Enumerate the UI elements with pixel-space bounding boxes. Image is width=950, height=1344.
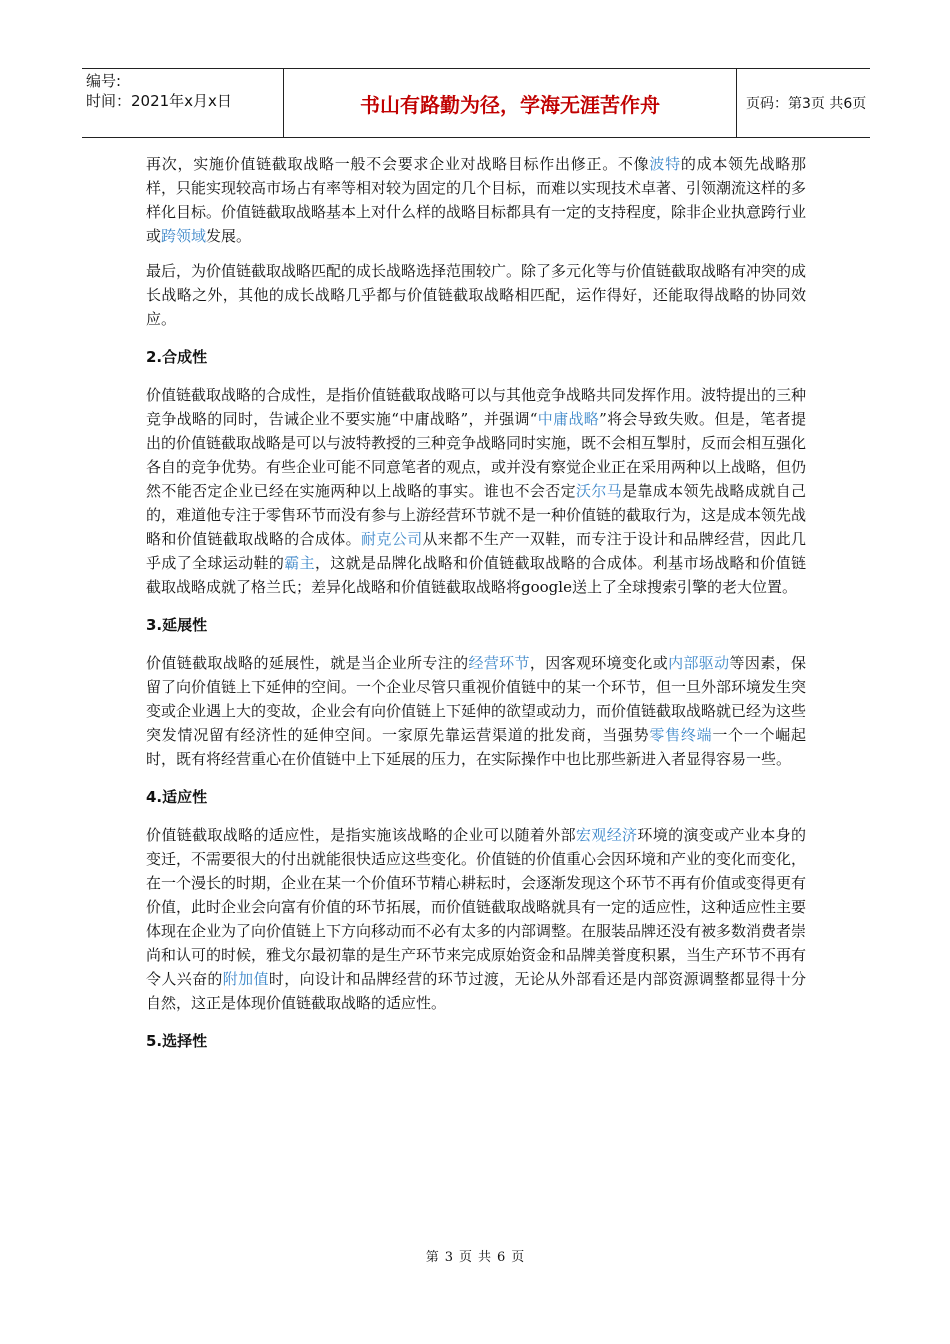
heading-2: 2.合成性 — [146, 348, 208, 366]
text: 环境的演变或产业本身的变迁，不需要很大的付出就能很快适应这些变化。价值链的价值重心会因环境和产业的变化而变化，在一个漫长的时期，企业在某一个价值环节精心耕耘时，会逐渐发现这个环节不再有价值或变得更有价值，此时企业会向富有价值的环节拓展，而价值链截取战略就具有一定的适应性，这种适应性主要体现在企业为了向价值链上下方向移动而不必有太多的内部调整。在服装品牌还没有被多数消费者崇尚和认可的时候，雅戈尔最初靠的是生产环节来完成原始资金和品牌美誉度积累，当生产环节不再有令人兴奋的 — [146, 826, 807, 988]
link-nike[interactable]: 耐克公司 — [361, 530, 423, 548]
paragraph-3 — [146, 383, 806, 599]
text: 再次，实施价值链截取战略一般不会要求企业对战略目标作出修正。不像 — [146, 155, 650, 173]
footer-text: 页 — [511, 1250, 525, 1265]
link-middle-strategy[interactable]: 中庸战略 — [537, 410, 600, 428]
footer-text: 第 — [425, 1250, 439, 1265]
heading-3: 3.延展性 — [146, 616, 208, 634]
link-business-segment[interactable]: 经营环节 — [468, 654, 530, 672]
text: 是靠成本领先战略成就自己的，难道他专注于零售环节而没有参与上游经营环节就不是一种价值链的截取行为，这是成本领先战略和价值链截取战略的合成体。 — [146, 482, 807, 548]
paragraph-1 — [146, 152, 806, 248]
link-internal-drive[interactable]: 内部驱动 — [668, 654, 730, 672]
text: 发展。 — [206, 227, 252, 245]
footer-current-page: 3 — [444, 1250, 453, 1265]
document-body — [146, 152, 806, 1067]
heading-5: 5.选择性 — [146, 1032, 208, 1050]
header-page-number: 页码：第3页 共6页 — [746, 96, 867, 112]
number-label: 编号: — [86, 72, 122, 90]
text: 从来都不生产一双鞋，而专注于设计和品牌经营，因此几乎成了全球运动鞋的 — [146, 530, 806, 572]
time-label: 时间：2021年x月x日 — [86, 92, 232, 110]
link-macroeconomy[interactable]: 宏观经济 — [575, 826, 638, 844]
text: 价值链截取战略的合成性，是指价值链截取战略可以与其他竞争战略共同发挥作用。波特提出的三种竞争战略的同时，告诫企业不要实施“中庸战略”，并强调“ — [146, 386, 807, 428]
header-meta — [82, 69, 284, 137]
link-retail-terminal[interactable]: 零售终端 — [649, 726, 713, 744]
link-added-value[interactable]: 附加值 — [222, 970, 269, 988]
footer-text: 共 — [478, 1250, 492, 1265]
text: 等因素，保留了向价值链上下延伸的空间。一个企业尽管只重视价值链中的某一个环节，但一旦外部环境发生突变或企业遇上大的变故，企业会有向价值链上下延伸的欲望或动力，而价值链截取战略就已经为这些突发情况留有经济性的延伸空间。一家原先靠运营渠道的批发商，当强势 — [146, 654, 807, 744]
link-walmart[interactable]: 沃尔马 — [575, 482, 623, 500]
text: 的成本领先战略那样，只能实现较高市场占有率等相对较为固定的几个目标，而难以实现技术卓著、引领潮流这样的多样化目标。价值链截取战略基本上对什么样的战略目标都具有一定的支持程度，除非企业执意跨行业或 — [146, 155, 807, 245]
paragraph-5 — [146, 823, 806, 1015]
link-cross-domain[interactable]: 跨领域 — [161, 227, 207, 245]
text: ，这就是品牌化战略和价值链截取战略的合成体。利基市场战略和价值链截取战略成就了格兰氏；差异化战略和价值链截取战略将google送上了全球搜索引擎的老大位置。 — [146, 554, 806, 596]
page-header — [82, 68, 870, 138]
heading-4: 4.适应性 — [146, 788, 208, 806]
header-motto: 书山有路勤为径，学海无涯苦作舟 — [284, 69, 737, 137]
text: 价值链截取战略的适应性，是指实施该战略的企业可以随着外部 — [146, 826, 576, 844]
link-porter[interactable]: 波特 — [649, 155, 681, 173]
paragraph-2: 最后，为价值链截取战略匹配的成长战略选择范围较广。除了多元化等与价值链截取战略有冲突的成长战略之外，其他的成长战略几乎都与价值链截取战略相匹配，运作得好，还能取得战略的协同效应。 — [146, 262, 807, 328]
text: ”将会导致失败。但是，笔者提出的价值链截取战略是可以与波特教授的三种竞争战略同时实施，既不会相互掣肘，反而会相互强化各自的竞争优势。有些企业可能不同意笔者的观点，或并没有察觉企业正在采用两种以上战略，但仍然不能否定企业已经在实施两种以上战略的事实。谁也不会否定 — [146, 410, 807, 500]
text: 一个一个崛起时，既有将经营重心在价值链中上下延展的压力，在实际操作中也比那些新进入者显得容易一些。 — [146, 726, 806, 768]
page-footer — [0, 1246, 950, 1265]
text: ，因客观环境变化或 — [529, 654, 669, 672]
footer-total-pages: 6 — [497, 1250, 506, 1265]
footer-text: 页 — [458, 1250, 472, 1265]
text: 时，向设计和品牌经营的环节过渡，无论从外部看还是内部资源调整都显得十分自然，这正是体现价值链截取战略的适应性。 — [146, 970, 806, 1012]
paragraph-4 — [146, 651, 806, 771]
text: 价值链截取战略的延展性，就是当企业所专注的 — [146, 654, 469, 672]
link-hegemon[interactable]: 霸主 — [284, 554, 315, 572]
